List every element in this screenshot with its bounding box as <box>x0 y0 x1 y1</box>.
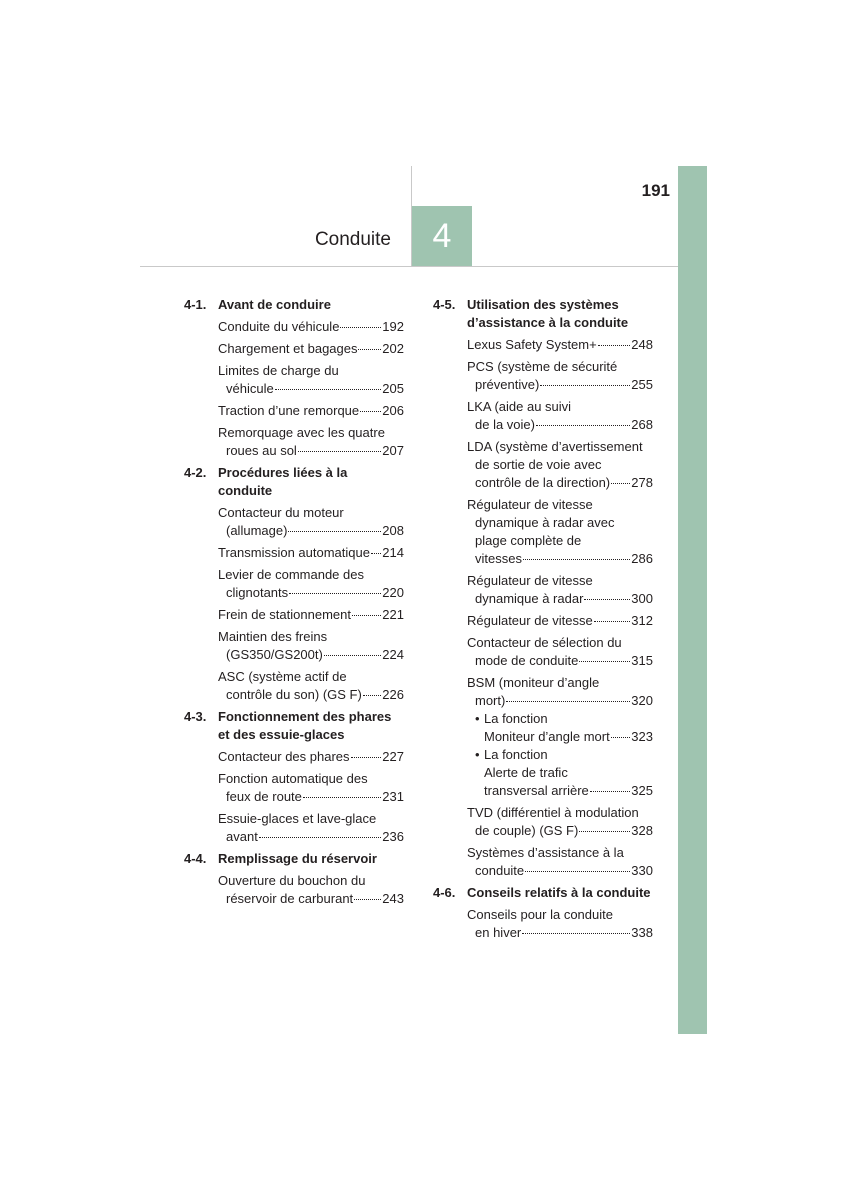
toc-entry-text: de couple) (GS F) <box>475 823 579 838</box>
toc-section <box>184 850 404 908</box>
toc-entry-text: mort) <box>475 693 506 708</box>
toc-section-number: 4-3. <box>184 709 207 724</box>
toc-entry[interactable] <box>218 566 404 602</box>
toc-entry-line: La fonction <box>484 711 548 726</box>
dot-leader <box>590 791 631 792</box>
toc-section-number: 4-5. <box>433 297 456 312</box>
toc-page-number: 231 <box>382 789 404 804</box>
dot-leader <box>611 737 631 738</box>
bullet-icon: • <box>475 747 480 762</box>
toc-section-heading <box>184 296 404 314</box>
toc-page-number: 214 <box>382 545 404 560</box>
toc-entry-text: transversal arrière <box>484 783 589 798</box>
toc-entry[interactable] <box>218 872 404 908</box>
dot-leader <box>360 411 381 412</box>
toc-entry-text: roues au sol <box>226 443 297 458</box>
toc-entry-last-line <box>467 924 653 942</box>
toc-entry-text: réservoir de carburant <box>226 891 354 906</box>
toc-page-number: 286 <box>631 551 653 566</box>
toc-entry-last-line <box>218 544 404 562</box>
toc-entry[interactable] <box>218 362 404 398</box>
toc-section-heading <box>184 850 404 868</box>
toc-entry-line: Essuie-glaces et lave-glace <box>218 811 377 826</box>
toc-entry-text: en hiver <box>475 925 522 940</box>
toc-page-number: 255 <box>631 377 653 392</box>
toc-sub-entry-body <box>484 746 653 800</box>
dot-leader <box>358 349 381 350</box>
toc-entry-last-line <box>467 692 653 710</box>
toc-page-number: 243 <box>382 891 404 906</box>
dot-leader <box>522 933 630 934</box>
toc-entry-last-line <box>218 748 404 766</box>
toc-sub-entry-body <box>484 710 653 746</box>
toc-entry[interactable] <box>467 612 653 630</box>
toc-entry-text: dynamique à radar <box>475 591 584 606</box>
toc-entry-text: mode de conduite <box>475 653 579 668</box>
toc-entry-line: Contacteur du moteur <box>218 505 344 520</box>
toc-section <box>433 296 653 880</box>
toc-section-title: Remplissage du réservoir <box>218 851 377 866</box>
toc-page-number: 207 <box>382 443 404 458</box>
toc-entry[interactable] <box>467 336 653 354</box>
toc-section-title: Avant de conduire <box>218 297 331 312</box>
toc-entry-line: TVD (différentiel à modulation <box>467 805 639 820</box>
toc-page-number: 330 <box>631 863 653 878</box>
dot-leader <box>288 531 381 532</box>
toc-page-number: 323 <box>631 729 653 744</box>
toc-page-number: 208 <box>382 523 404 538</box>
toc-entry-text: conduite <box>475 863 525 878</box>
toc-entry[interactable] <box>218 668 404 704</box>
dot-leader <box>351 757 382 758</box>
toc-section-number: 4-1. <box>184 297 207 312</box>
toc-entry-last-line <box>218 522 404 540</box>
toc-entry-line: plage complète de <box>475 533 582 548</box>
dot-leader <box>275 389 382 390</box>
toc-page-number: 320 <box>631 693 653 708</box>
toc-entry-last-line <box>218 380 404 398</box>
toc-entry[interactable] <box>218 748 404 766</box>
toc-entry-text: Transmission automatique <box>218 545 370 560</box>
toc-section-number: 4-2. <box>184 465 207 480</box>
toc-entry[interactable] <box>218 544 404 562</box>
chapter-title: Conduite <box>314 229 391 250</box>
toc-entry-last-line <box>218 828 404 846</box>
toc-entry[interactable] <box>467 496 653 568</box>
toc-entry-line: de sortie de voie avec <box>475 457 602 472</box>
toc-entry-line: Remorquage avec les quatre <box>218 425 385 440</box>
dot-leader <box>540 385 630 386</box>
toc-column-left <box>184 296 404 912</box>
toc-entry-line: Fonction automatique des <box>218 771 368 786</box>
toc-sub-entry[interactable] <box>475 710 653 746</box>
toc-entry[interactable] <box>218 318 404 336</box>
toc-page-number: 268 <box>631 417 653 432</box>
toc-entry-last-line <box>467 376 653 394</box>
dot-leader <box>598 345 631 346</box>
toc-entry[interactable] <box>467 572 653 608</box>
toc-entry-text: Conduite du véhicule <box>218 319 340 334</box>
bullet-icon: • <box>475 711 480 726</box>
toc-page-number: 206 <box>382 403 404 418</box>
toc-page-number: 226 <box>382 687 404 702</box>
toc-entry[interactable] <box>218 504 404 540</box>
toc-entry-text: Lexus Safety System+ <box>467 337 597 352</box>
toc-entry-text: Frein de stationnement <box>218 607 351 622</box>
toc-entry-last-line <box>218 686 404 704</box>
toc-entry-line: Alerte de trafic <box>484 765 568 780</box>
toc-entry-text: vitesses <box>475 551 522 566</box>
dot-leader <box>259 837 381 838</box>
toc-entry-line: dynamique à radar avec <box>475 515 615 530</box>
toc-entry-last-line <box>467 550 653 568</box>
toc-section-heading <box>184 708 404 744</box>
toc-entry-line: LDA (système d’avertissement <box>467 439 643 454</box>
toc-entry-last-line <box>218 340 404 358</box>
toc-entry-last-line <box>467 416 653 434</box>
toc-entry-last-line <box>484 728 653 746</box>
toc-entry-text: véhicule <box>226 381 274 396</box>
toc-page-number: 205 <box>382 381 404 396</box>
toc-entry-last-line <box>218 584 404 602</box>
header-horizontal-rule <box>140 266 678 267</box>
toc-entry-line: LKA (aide au suivi <box>467 399 572 414</box>
toc-sub-entry-row <box>475 710 653 746</box>
toc-entry[interactable] <box>467 804 653 840</box>
toc-sub-entry[interactable] <box>475 746 653 800</box>
dot-leader <box>352 615 381 616</box>
chapter-side-tab <box>678 166 707 1034</box>
toc-entry[interactable] <box>218 770 404 806</box>
toc-entry-last-line <box>218 606 404 624</box>
toc-entry-last-line <box>467 652 653 670</box>
dot-leader <box>611 483 630 484</box>
toc-section-title: Fonctionnement des phares et des essuie-glaces <box>218 709 392 742</box>
toc-entry-text: avant <box>226 829 258 844</box>
toc-entry-text: préventive) <box>475 377 540 392</box>
toc-entry-text: feux de route <box>226 789 302 804</box>
chapter-number-box: 4 <box>412 206 472 266</box>
toc-entry[interactable] <box>467 634 653 670</box>
toc-page-number: 221 <box>382 607 404 622</box>
toc-entry[interactable] <box>218 628 404 664</box>
toc-entry[interactable] <box>467 358 653 394</box>
dot-leader <box>363 695 381 696</box>
dot-leader <box>289 593 381 594</box>
dot-leader <box>298 451 381 452</box>
toc-entry-last-line <box>467 822 653 840</box>
toc-section <box>433 884 653 942</box>
toc-page-number: 338 <box>631 925 653 940</box>
dot-leader <box>523 559 630 560</box>
toc-entry-text: clignotants <box>226 585 289 600</box>
toc-page-number: 227 <box>382 749 404 764</box>
toc-column-right <box>433 296 653 946</box>
toc-entry-last-line <box>467 336 653 354</box>
toc-entry-text: Moniteur d’angle mort <box>484 729 610 744</box>
dot-leader <box>525 871 630 872</box>
toc-section-title: Procédures liées à la conduite <box>218 465 348 498</box>
toc-entry-line: Régulateur de vitesse <box>467 573 593 588</box>
dot-leader <box>579 831 630 832</box>
dot-leader <box>536 425 630 426</box>
toc-section-heading <box>433 884 653 902</box>
toc-entry-line: Contacteur de sélection du <box>467 635 622 650</box>
dot-leader <box>579 661 630 662</box>
toc-entry-line: Systèmes d’assistance à la <box>467 845 624 860</box>
toc-page-number: 220 <box>382 585 404 600</box>
toc-page-number: 192 <box>382 319 404 334</box>
dot-leader <box>584 599 630 600</box>
toc-entry-text: Traction d’une remorque <box>218 403 360 418</box>
toc-entry-text: (allumage) <box>226 523 288 538</box>
toc-entry-text: contrôle du son) (GS F) <box>226 687 362 702</box>
toc-page-number: 224 <box>382 647 404 662</box>
toc-entry-line: BSM (moniteur d’angle <box>467 675 600 690</box>
toc-section <box>184 464 404 704</box>
toc-section-heading <box>184 464 404 500</box>
toc-entry-last-line <box>484 782 653 800</box>
toc-entry-text: (GS350/GS200t) <box>226 647 323 662</box>
toc-entry-text: Contacteur des phares <box>218 749 350 764</box>
toc-page-number: 236 <box>382 829 404 844</box>
toc-page-number: 202 <box>382 341 404 356</box>
dot-leader <box>340 327 381 328</box>
toc-page-number: 325 <box>631 783 653 798</box>
toc-entry-line: Limites de charge du <box>218 363 339 378</box>
toc-entry[interactable] <box>467 906 653 942</box>
toc-sub-entry-row <box>475 746 653 800</box>
dot-leader <box>594 621 631 622</box>
toc-entry-line: Levier de commande des <box>218 567 364 582</box>
toc-entry-text: contrôle de la direction) <box>475 475 611 490</box>
toc-entry[interactable] <box>218 810 404 846</box>
toc-entry[interactable] <box>218 402 404 420</box>
toc-page-number: 328 <box>631 823 653 838</box>
toc-page-number: 278 <box>631 475 653 490</box>
toc-entry-line: Régulateur de vitesse <box>467 497 593 512</box>
dot-leader <box>506 701 630 702</box>
dot-leader <box>371 553 381 554</box>
toc-entry[interactable] <box>467 398 653 434</box>
dot-leader <box>324 655 381 656</box>
toc-entry[interactable] <box>218 424 404 460</box>
toc-section <box>184 708 404 846</box>
toc-entry-last-line <box>218 788 404 806</box>
toc-entry-line: Maintien des freins <box>218 629 328 644</box>
toc-entry-text: Chargement et bagages <box>218 341 358 356</box>
toc-entry-last-line <box>467 862 653 880</box>
toc-entry-line: ASC (système actif de <box>218 669 347 684</box>
toc-entry-last-line <box>218 646 404 664</box>
page-number: 191 <box>641 181 670 200</box>
toc-entry[interactable] <box>467 844 653 880</box>
toc-entry[interactable] <box>218 606 404 624</box>
toc-entry-last-line <box>218 890 404 908</box>
toc-page-number: 300 <box>631 591 653 606</box>
toc-entry-line: PCS (système de sécurité <box>467 359 618 374</box>
toc-section-number: 4-4. <box>184 851 207 866</box>
toc-entry-last-line <box>467 590 653 608</box>
toc-section-number: 4-6. <box>433 885 456 900</box>
toc-section-title: Utilisation des systèmes d’assistance à la conduite <box>467 297 629 330</box>
toc-entry-text: Régulateur de vitesse <box>467 613 593 628</box>
toc-section-title: Conseils relatifs à la conduite <box>467 885 651 900</box>
toc-entry[interactable] <box>467 674 653 800</box>
toc-section-heading <box>433 296 653 332</box>
toc-page-number: 315 <box>631 653 653 668</box>
toc-entry-line: Conseils pour la conduite <box>467 907 613 922</box>
toc-entry-line: Ouverture du bouchon du <box>218 873 366 888</box>
toc-entry-last-line <box>218 318 404 336</box>
toc-entry-last-line <box>467 612 653 630</box>
dot-leader <box>354 899 381 900</box>
toc-section <box>184 296 404 460</box>
toc-entry[interactable] <box>218 340 404 358</box>
dot-leader <box>303 797 381 798</box>
toc-page-number: 312 <box>631 613 653 628</box>
toc-entry-text: de la voie) <box>475 417 535 432</box>
toc-entry-last-line <box>218 442 404 460</box>
toc-page-number: 248 <box>631 337 653 352</box>
toc-entry-last-line <box>467 474 653 492</box>
toc-entry-line: La fonction <box>484 747 548 762</box>
toc-entry-last-line <box>218 402 404 420</box>
toc-entry[interactable] <box>467 438 653 492</box>
